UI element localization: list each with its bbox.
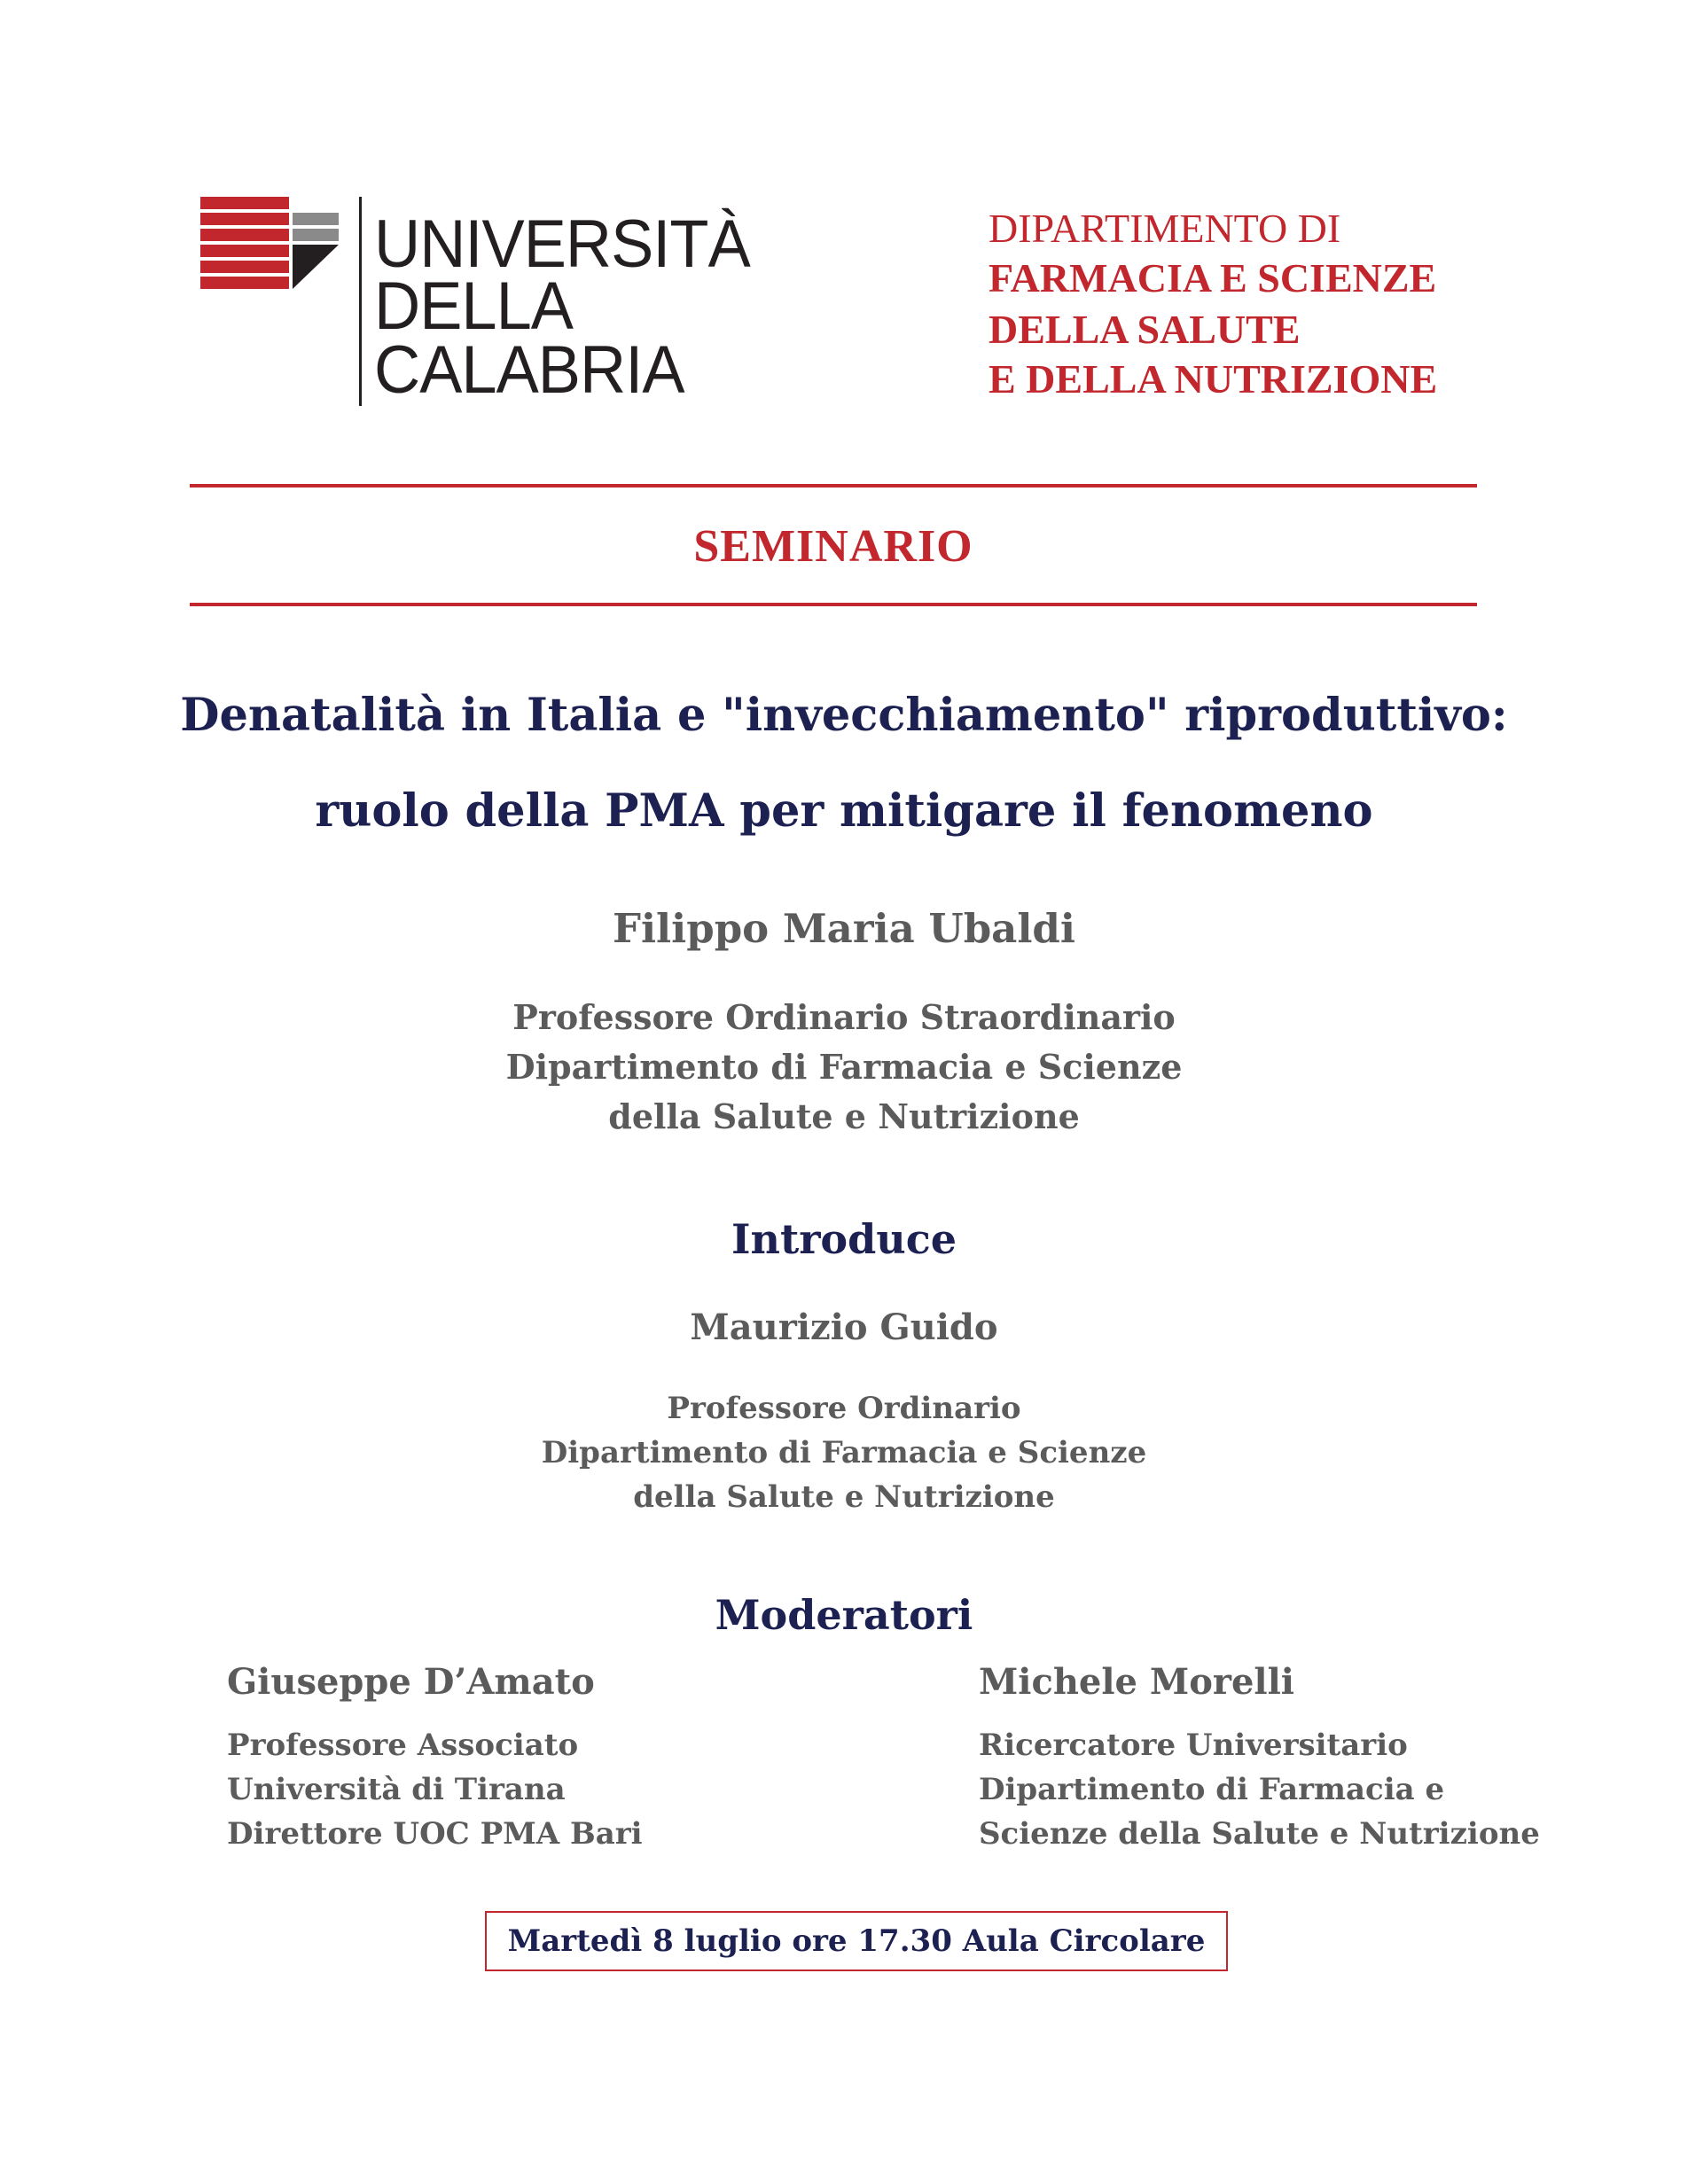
seminar-title-line: ruolo della PMA per mitigare il fenomeno	[315, 784, 1373, 838]
moderator-role-line: Ricercatore Universitario	[979, 1728, 1408, 1763]
divider-top	[190, 484, 1477, 488]
seminar-title-line: Denatalità in Italia e "invecchiamento" riproduttivo:	[180, 689, 1508, 742]
moderator-name: Giuseppe D’Amato	[227, 1661, 595, 1703]
moderator-name: Michele Morelli	[979, 1661, 1294, 1703]
university-name-line: UNIVERSITÀ	[374, 207, 750, 282]
speaker-role-line: Dipartimento di Farmacia e Scienze	[505, 1047, 1183, 1087]
department-line: E DELLA NUTRIZIONE	[989, 356, 1438, 402]
introducer-role-line: Dipartimento di Farmacia e Scienze	[541, 1435, 1147, 1470]
department-line: DELLA SALUTE	[989, 307, 1301, 352]
moderator-role-line: Scienze della Salute e Nutrizione	[979, 1816, 1540, 1852]
logo-bar	[200, 277, 289, 289]
event-date-text: Martedì 8 luglio ore 17.30 Aula Circolare	[507, 1923, 1206, 1959]
logo-divider	[359, 197, 362, 406]
logo-wedge	[293, 245, 339, 289]
introduce-heading: Introduce	[731, 1215, 957, 1263]
logo-bar	[200, 197, 289, 209]
event-type-heading: SEMINARIO	[693, 521, 973, 572]
moderator-role-line: Università di Tirana	[227, 1772, 566, 1807]
divider-bottom	[190, 603, 1477, 606]
logo-bar	[293, 229, 339, 241]
moderators-heading: Moderatori	[715, 1591, 973, 1639]
logo-bar	[200, 245, 289, 257]
logo-bar	[200, 261, 289, 273]
university-name-line: CALABRIA	[374, 332, 684, 408]
event-date-box	[485, 1911, 1228, 1971]
speaker-role-line: Professore Ordinario Straordinario	[512, 997, 1176, 1037]
department-line: FARMACIA E SCIENZE	[989, 255, 1437, 300]
university-name-line: DELLA	[374, 269, 574, 344]
introducer-role-line: della Salute e Nutrizione	[633, 1479, 1055, 1515]
speaker-name: Filippo Maria Ubaldi	[613, 905, 1075, 952]
moderator-role-line: Professore Associato	[227, 1728, 579, 1763]
speaker-role-line: della Salute e Nutrizione	[608, 1096, 1080, 1136]
department-line: DIPARTIMENTO DI	[989, 206, 1341, 251]
moderator-role-line: Dipartimento di Farmacia e	[979, 1772, 1445, 1807]
introducer-role-line: Professore Ordinario	[667, 1391, 1021, 1426]
logo-bar	[200, 213, 289, 225]
logo-bar	[200, 229, 289, 241]
university-logo-mark	[200, 197, 339, 294]
logo-bar	[293, 213, 339, 225]
introducer-name: Maurizio Guido	[690, 1306, 998, 1348]
moderator-role-line: Direttore UOC PMA Bari	[227, 1816, 643, 1852]
